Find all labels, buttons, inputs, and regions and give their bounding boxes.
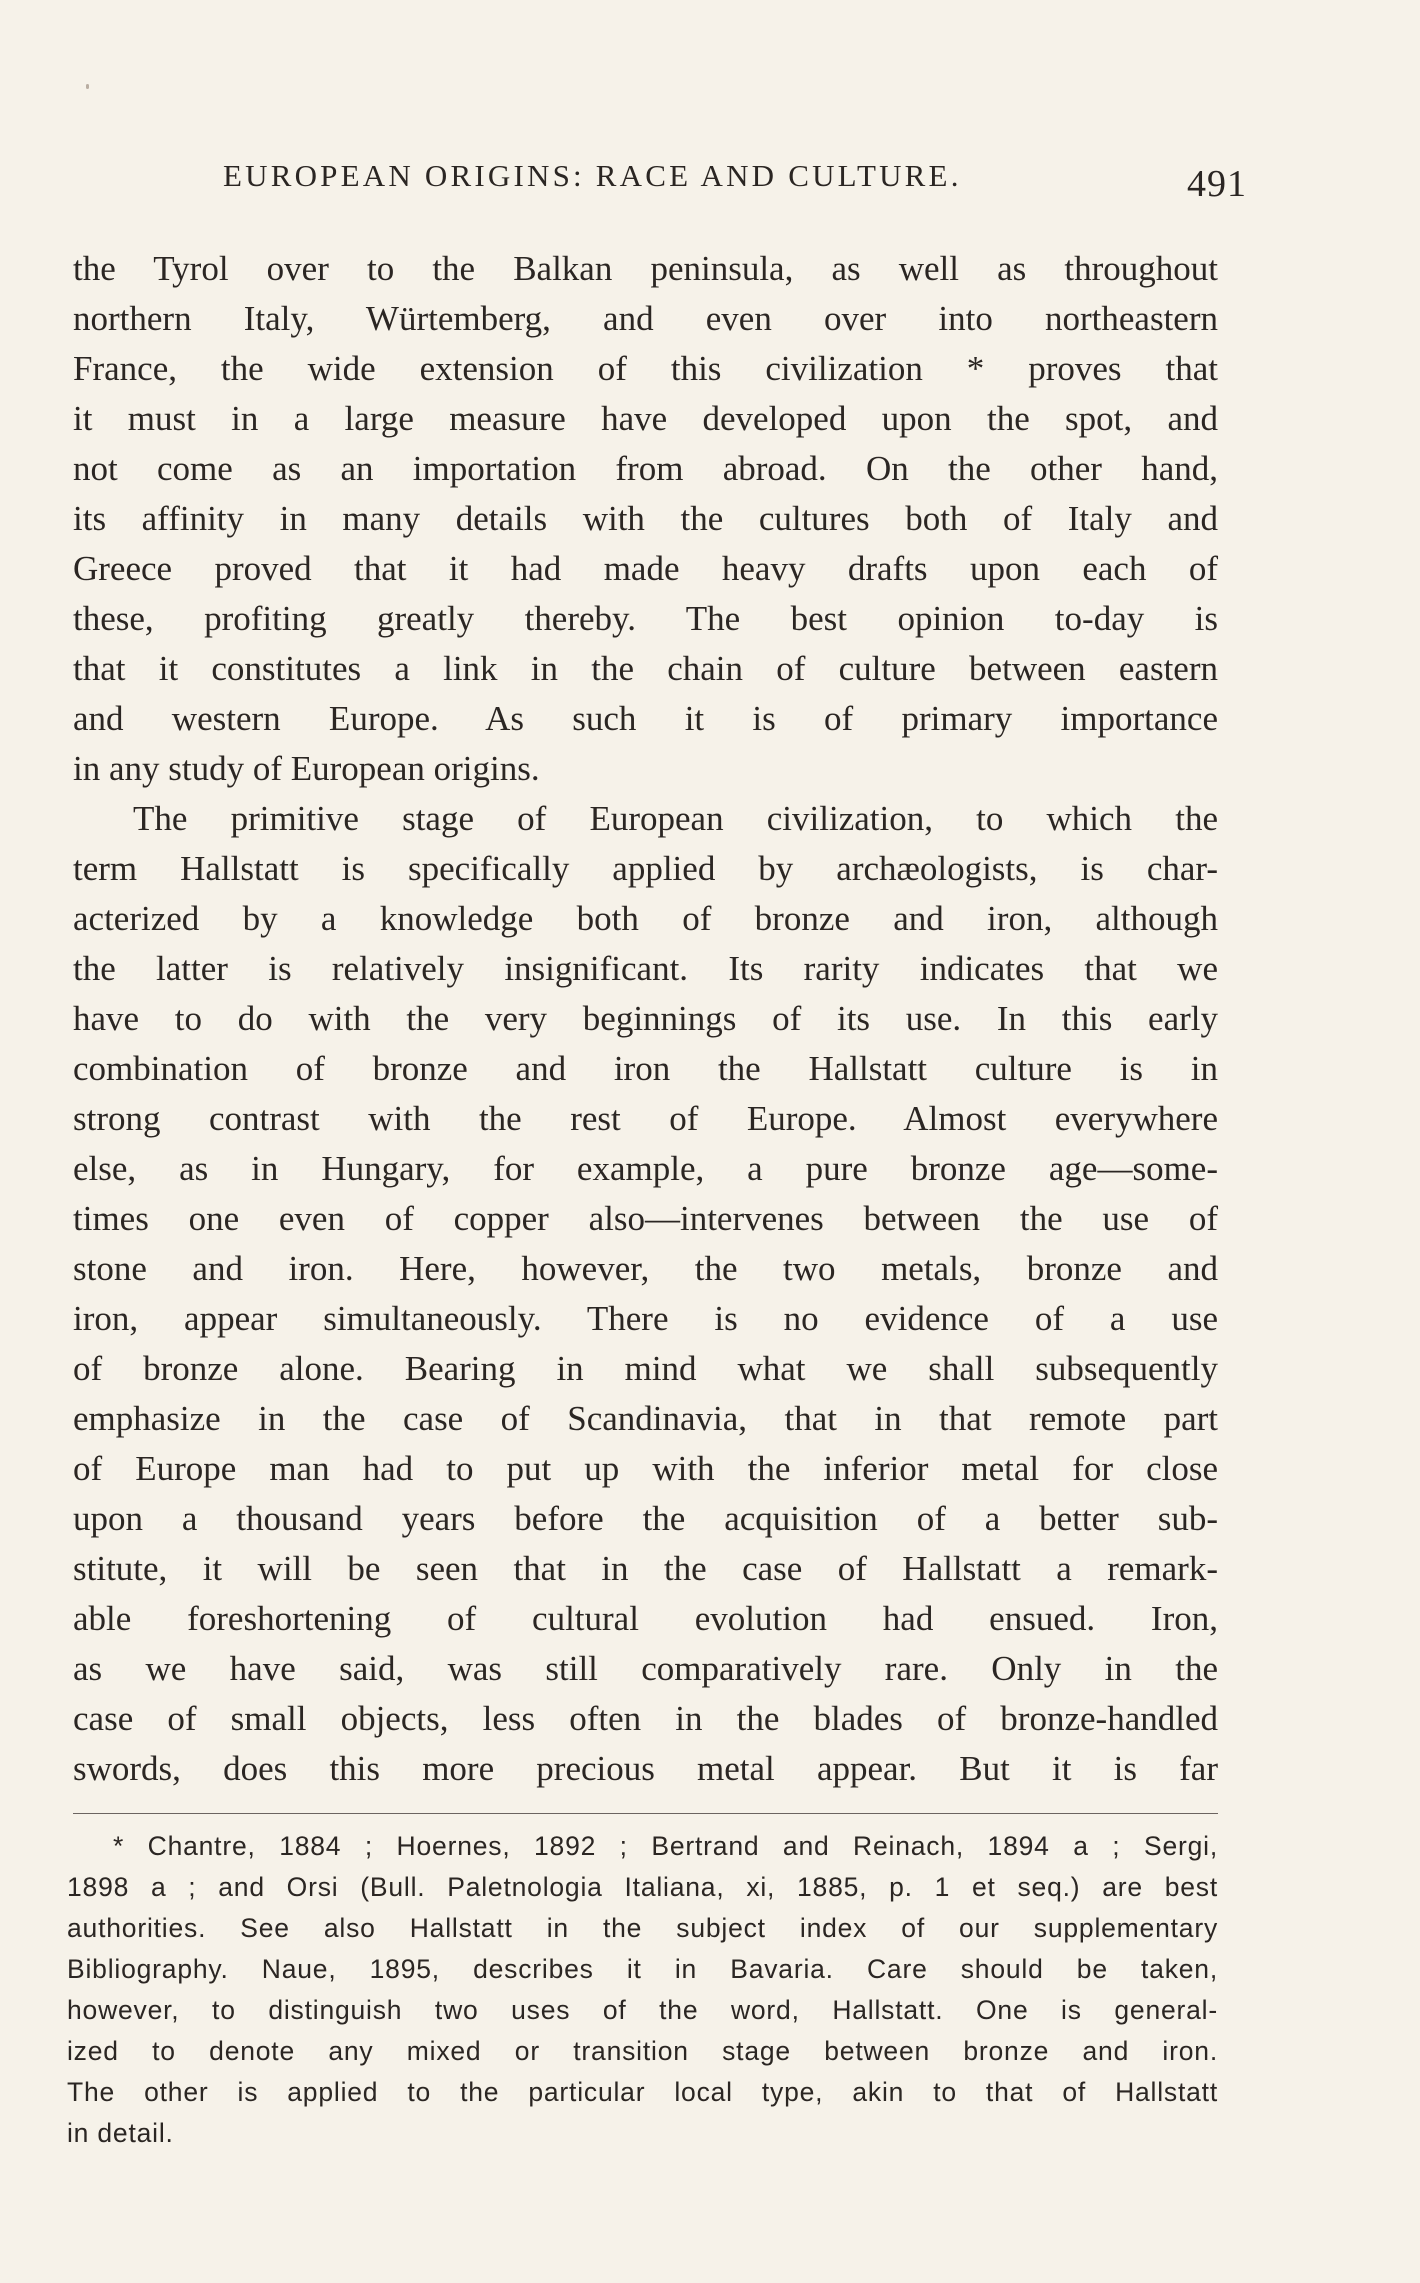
body-line: The primitive stage of European civilization, to which the: [133, 799, 1218, 838]
body-line: times one even of copper also—intervenes between the use of: [73, 1199, 1218, 1238]
body-line: northern Italy, Würtemberg, and even over into northeastern: [73, 299, 1218, 338]
body-line: have to do with the very beginnings of its use. In this early: [73, 999, 1218, 1038]
footnote-line: authorities. See also Hallstatt in the subject index of our supplementary: [67, 1913, 1218, 1943]
body-line: Greece proved that it had made heavy drafts upon each of: [73, 549, 1218, 588]
body-line: of bronze alone. Bearing in mind what we shall subsequently: [73, 1349, 1218, 1388]
body-line: strong contrast with the rest of Europe. Almost everywhere: [73, 1099, 1218, 1138]
footnote-line: 1898 a ; and Orsi (Bull. Paletnologia Italiana, xi, 1885, p. 1 et seq.) are best: [67, 1872, 1218, 1902]
body-line: its affinity in many details with the cultures both of Italy and: [73, 499, 1218, 538]
footnote-line: in detail.: [67, 2118, 174, 2148]
body-line: stone and iron. Here, however, the two metals, bronze and: [73, 1249, 1218, 1288]
body-line: in any study of European origins.: [73, 749, 540, 788]
body-text: [73, 244, 1218, 1794]
body-line: the latter is relatively insignificant. Its rarity indicates that we: [73, 949, 1218, 988]
body-line: else, as in Hungary, for example, a pure bronze age—some-: [73, 1149, 1218, 1188]
footnote-line: Bibliography. Naue, 1895, describes it in Bavaria. Care should be taken,: [67, 1954, 1218, 1984]
body-line: able foreshortening of cultural evolution had ensued. Iron,: [73, 1599, 1218, 1638]
body-line: these, profiting greatly thereby. The best opinion to-day is: [73, 599, 1218, 638]
page-number: 491: [1187, 163, 1247, 205]
body-line: as we have said, was still comparatively rare. Only in the: [73, 1649, 1218, 1688]
body-line: it must in a large measure have developed upon the spot, and: [73, 399, 1218, 438]
footnote: [67, 1826, 1218, 2154]
body-line: swords, does this more precious metal appear. But it is far: [73, 1749, 1218, 1788]
page-speck: [86, 84, 89, 89]
footnote-line: The other is applied to the particular local type, akin to that of Hallstatt: [67, 2077, 1218, 2107]
body-line: term Hallstatt is specifically applied by archæologists, is char-: [73, 849, 1218, 888]
body-line: France, the wide extension of this civilization * proves that: [73, 349, 1218, 388]
body-line: iron, appear simultaneously. There is no evidence of a use: [73, 1299, 1218, 1338]
running-head: EUROPEAN ORIGINS: RACE AND CULTURE.: [223, 158, 962, 193]
body-line: combination of bronze and iron the Hallstatt culture is in: [73, 1049, 1218, 1088]
footnote-line: ized to denote any mixed or transition stage between bronze and iron.: [67, 2036, 1218, 2066]
body-line: and western Europe. As such it is of primary importance: [73, 699, 1218, 738]
body-line: that it constitutes a link in the chain of culture between eastern: [73, 649, 1218, 688]
body-line: acterized by a knowledge both of bronze and iron, although: [73, 899, 1218, 938]
body-line: upon a thousand years before the acquisition of a better sub-: [73, 1499, 1218, 1538]
body-line: not come as an importation from abroad. On the other hand,: [73, 449, 1218, 488]
body-line: of Europe man had to put up with the inferior metal for close: [73, 1449, 1218, 1488]
body-line: stitute, it will be seen that in the case of Hallstatt a remark-: [73, 1549, 1218, 1588]
body-line: case of small objects, less often in the blades of bronze-handled: [73, 1699, 1218, 1738]
footnote-line: * Chantre, 1884 ; Hoernes, 1892 ; Bertrand and Reinach, 1894 a ; Sergi,: [113, 1831, 1218, 1861]
footnote-rule: [73, 1813, 1218, 1814]
body-line: emphasize in the case of Scandinavia, that in that remote part: [73, 1399, 1218, 1438]
page-header: [73, 148, 1247, 208]
footnote-line: however, to distinguish two uses of the word, Hallstatt. One is general-: [67, 1995, 1218, 2025]
body-line: the Tyrol over to the Balkan peninsula, as well as throughout: [73, 249, 1218, 288]
